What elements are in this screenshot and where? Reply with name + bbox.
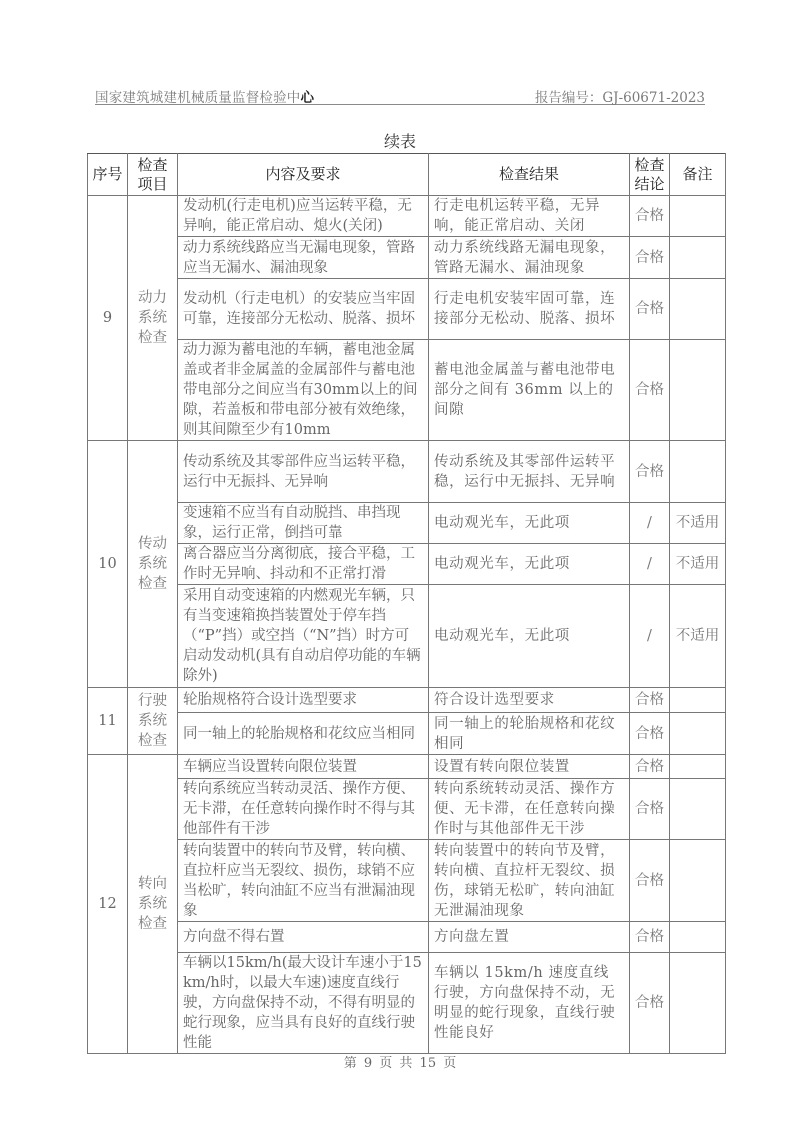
result-cell: 同一轴上的轮胎规格和花纹相同	[429, 713, 630, 755]
col-header-conclusion: 检查结论	[630, 154, 670, 196]
table-row	[88, 922, 726, 953]
page-indicator: 第 9 页 共 15 页	[343, 1056, 457, 1071]
requirement-cell: 动力源为蓄电池的车辆，蓄电池金属盖或者非金属盖的金属部件与蓄电池带电部分之间应当有30mm以上的间隙，若盖板和带电部分被有效绝缘，则其间隙至少有10mm	[178, 340, 429, 441]
result-cell: 符合设计选型要求	[429, 688, 630, 713]
organization-name-text: 国家建筑城建机械质量监督检验中	[95, 90, 301, 106]
section-item: 行驶系统检查	[128, 688, 178, 755]
requirement-cell: 动力系统线路应当无漏电现象，管路应当无漏水、漏油现象	[178, 237, 429, 279]
table-row	[88, 503, 726, 544]
requirement-cell: 发动机(行走电机)应当运转平稳，无异响，能正常启动、熄火(关闭)	[178, 196, 429, 237]
table-row	[88, 441, 726, 503]
requirement-cell: 变速箱不应当有自动脱挡、串挡现象，运行正常，倒挡可靠	[178, 503, 429, 544]
note-cell: 不适用	[670, 503, 726, 544]
result-cell: 转向装置中的转向节及臂，转向横、直拉杆无裂纹、损伤，球销无松旷，转向油缸无泄漏油现象	[429, 840, 630, 922]
note-cell	[670, 237, 726, 279]
note-cell	[670, 755, 726, 779]
requirement-cell: 发动机（行走电机）的安装应当牢固可靠，连接部分无松动、脱落、损坏	[178, 279, 429, 340]
result-cell: 转向系统转动灵活、操作方便、无卡滞，在任意转向操作时与其他部件无干涉	[429, 779, 630, 840]
table-row	[88, 953, 726, 1054]
result-cell: 电动观光车，无此项	[429, 544, 630, 585]
note-cell	[670, 922, 726, 953]
table-row	[88, 279, 726, 340]
result-cell: 方向盘左置	[429, 922, 630, 953]
col-header-item: 检查项目	[128, 154, 178, 196]
col-header-result: 检查结果	[429, 154, 630, 196]
result-cell: 车辆以 15km/h 速度直线行驶，方向盘保持不动，无明显的蛇行现象，直线行驶性能良好	[429, 953, 630, 1054]
conclusion-cell: 合格	[630, 688, 670, 713]
requirement-cell: 离合器应当分离彻底，接合平稳，工作时无异响、抖动和不正常打滑	[178, 544, 429, 585]
note-cell	[670, 713, 726, 755]
table-row	[88, 713, 726, 755]
table-header-row	[88, 154, 726, 196]
note-cell	[670, 441, 726, 503]
note-cell	[670, 688, 726, 713]
conclusion-cell: 合格	[630, 755, 670, 779]
table-row	[88, 688, 726, 713]
table-row	[88, 544, 726, 585]
section-seq: 11	[88, 688, 128, 755]
conclusion-cell: 合格	[630, 441, 670, 503]
result-cell: 行走电机运转平稳，无异响，能正常启动、关闭	[429, 196, 630, 237]
result-cell: 动力系统线路无漏电现象，管路无漏水、漏油现象	[429, 237, 630, 279]
report-number: 报告编号：GJ-60671-2023	[534, 90, 705, 106]
organization-name-last-char: 心	[300, 90, 315, 106]
organization-name	[95, 86, 314, 106]
note-cell	[670, 953, 726, 1054]
conclusion-cell: 合格	[630, 779, 670, 840]
table-title: 续表	[383, 132, 416, 151]
conclusion-cell: 合格	[630, 196, 670, 237]
note-cell: 不适用	[670, 585, 726, 688]
result-cell: 传动系统及其零部件运转平稳，运行中无振抖、无异响	[429, 441, 630, 503]
requirement-cell: 轮胎规格符合设计选型要求	[178, 688, 429, 713]
section-item: 动力系统检查	[128, 196, 178, 441]
conclusion-cell: /	[630, 585, 670, 688]
note-cell	[670, 840, 726, 922]
conclusion-cell: /	[630, 544, 670, 585]
note-cell	[670, 340, 726, 441]
requirement-cell: 采用自动变速箱的内燃观光车辆，只有当变速箱换挡装置处于停车挡（“P”挡）或空挡（“N”挡）时方可启动发动机(具有自动启停功能的车辆除外)	[178, 585, 429, 688]
requirement-cell: 传动系统及其零部件应当运转平稳，运行中无振抖、无异响	[178, 441, 429, 503]
conclusion-cell: 合格	[630, 340, 670, 441]
col-header-note: 备注	[670, 154, 726, 196]
table-row	[88, 237, 726, 279]
note-cell	[670, 196, 726, 237]
conclusion-cell: 合格	[630, 953, 670, 1054]
conclusion-cell: /	[630, 503, 670, 544]
section-item: 转向系统检查	[128, 755, 178, 1054]
result-cell: 行走电机安装牢固可靠，连接部分无松动、脱落、损坏	[429, 279, 630, 340]
note-cell: 不适用	[670, 544, 726, 585]
result-cell: 蓄电池金属盖与蓄电池带电部分之间有 36mm 以上的间隙	[429, 340, 630, 441]
table-row	[88, 585, 726, 688]
conclusion-cell: 合格	[630, 922, 670, 953]
table-row	[88, 840, 726, 922]
result-cell: 设置有转向限位装置	[429, 755, 630, 779]
requirement-cell: 同一轴上的轮胎规格和花纹应当相同	[178, 713, 429, 755]
note-cell	[670, 779, 726, 840]
section-seq: 10	[88, 441, 128, 688]
conclusion-cell: 合格	[630, 237, 670, 279]
table-row	[88, 196, 726, 237]
conclusion-cell: 合格	[630, 713, 670, 755]
requirement-cell: 转向系统应当转动灵活、操作方便、无卡滞，在任意转向操作时不得与其他部件有干涉	[178, 779, 429, 840]
section-item: 传动系统检查	[128, 441, 178, 688]
section-seq: 12	[88, 755, 128, 1054]
requirement-cell: 车辆应当设置转向限位装置	[178, 755, 429, 779]
requirement-cell: 方向盘不得右置	[178, 922, 429, 953]
table-row	[88, 340, 726, 441]
col-header-requirement: 内容及要求	[178, 154, 429, 196]
inspection-table	[87, 153, 726, 1054]
conclusion-cell: 合格	[630, 840, 670, 922]
requirement-cell: 转向装置中的转向节及臂，转向横、直拉杆应当无裂纹、损伤，球销不应当松旷，转向油缸不应当有泄漏油现象	[178, 840, 429, 922]
table-row	[88, 779, 726, 840]
col-header-seq: 序号	[88, 154, 128, 196]
table-row	[88, 755, 726, 779]
section-seq: 9	[88, 196, 128, 441]
conclusion-cell: 合格	[630, 279, 670, 340]
result-cell: 电动观光车，无此项	[429, 503, 630, 544]
result-cell: 电动观光车，无此项	[429, 585, 630, 688]
page-header	[95, 84, 705, 105]
requirement-cell: 车辆以15km/h(最大设计车速小于15km/h时，以最大车速)速度直线行驶，方向盘保持不动，不得有明显的蛇行现象，应当具有良好的直线行驶性能	[178, 953, 429, 1054]
note-cell	[670, 279, 726, 340]
